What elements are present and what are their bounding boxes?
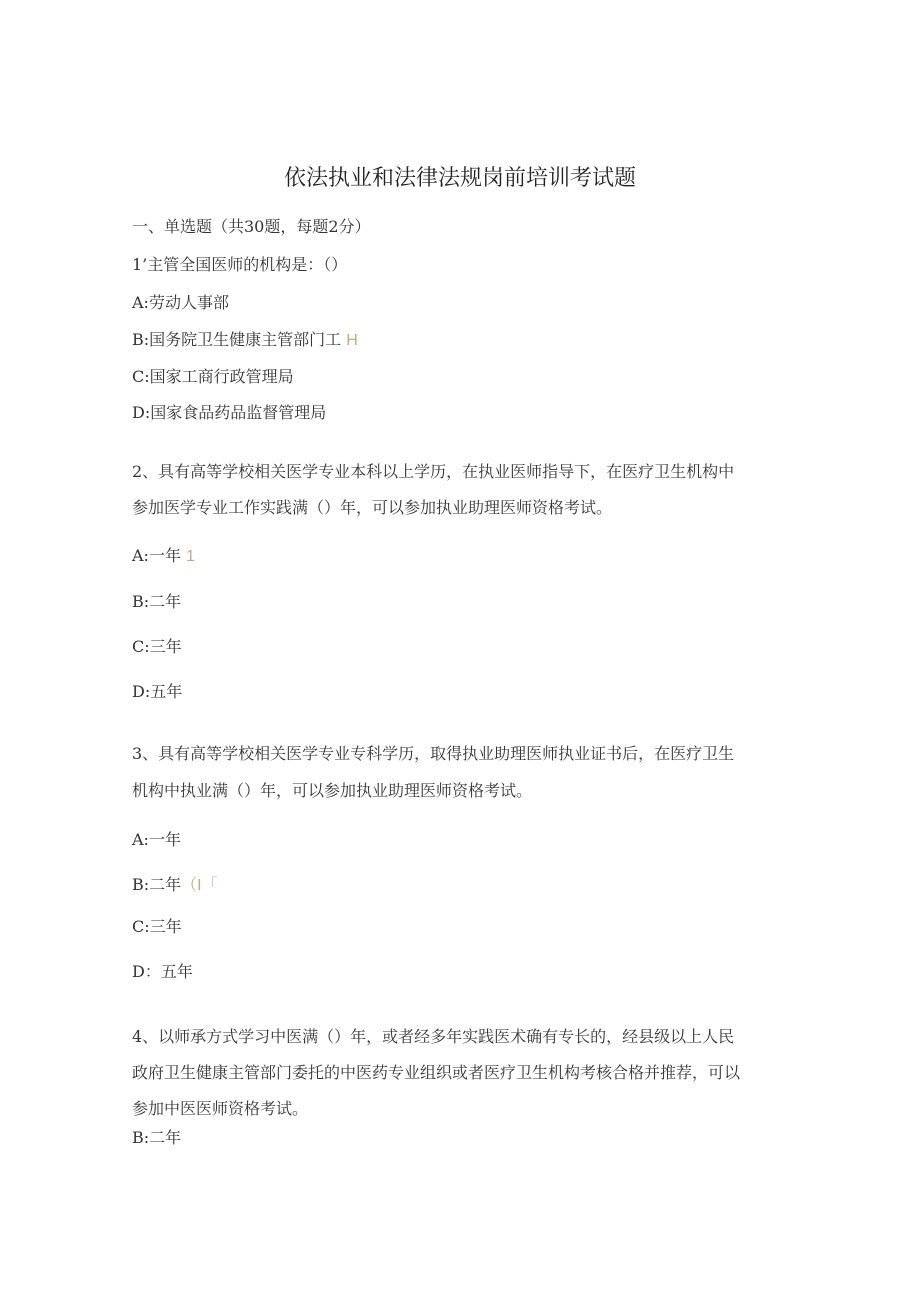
question-2-option-a bbox=[132, 545, 195, 568]
question-4-stem-line-2: 政府卫生健康主管部门委托的中医药专业组织或者医疗卫生机构考核合格并推荐，可以 bbox=[132, 1063, 741, 1082]
question-1-option-a: A:劳动人事部 bbox=[132, 293, 229, 312]
question-3-option-a: A:一年 bbox=[132, 830, 181, 849]
question-4-stem-line-3: 参加中医医师资格考试。 bbox=[132, 1099, 309, 1118]
page-title: 依法执业和法律法规岗前培训考试题 bbox=[283, 166, 636, 191]
question-1-option-b bbox=[132, 329, 358, 352]
question-3-stem-line-2: 机构中执业满（）年，可以参加执业助理医师资格考试。 bbox=[132, 781, 533, 800]
question-3-option-c: C:三年 bbox=[132, 917, 182, 936]
option-text: B:二年 bbox=[132, 875, 182, 894]
question-2-stem-line-1: 2、具有高等学校相关医学专业本科以上学历，在执业医师指导下，在医疗卫生机构中 bbox=[132, 462, 735, 481]
handwritten-mark: 1 bbox=[186, 548, 195, 565]
question-1-option-c: C:国家工商行政管理局 bbox=[132, 367, 294, 386]
option-text: B:国务院卫生健康主管部门工 bbox=[132, 330, 342, 349]
handwritten-mark: H bbox=[346, 332, 358, 349]
question-2-option-d: D:五年 bbox=[132, 682, 183, 701]
question-4-option-b: B:二年 bbox=[132, 1128, 182, 1147]
question-2-stem-line-2: 参加医学专业工作实践满（）年，可以参加执业助理医师资格考试。 bbox=[132, 498, 613, 517]
question-3-option-d: D：五年 bbox=[132, 962, 193, 981]
question-1-option-d: D:国家食品药品监督管理局 bbox=[132, 403, 327, 422]
question-3-option-b bbox=[132, 874, 218, 897]
question-3-stem-line-1: 3、具有高等学校相关医学专业专科学历，取得执业助理医师执业证书后，在医疗卫生 bbox=[132, 744, 735, 763]
option-text: A:一年 bbox=[132, 546, 181, 565]
section-heading: 一、单选题（共30题，每题2分） bbox=[132, 217, 371, 236]
question-1-stem: 1’主管全国医师的机构是：（） bbox=[132, 255, 348, 274]
handwritten-mark: （I「 bbox=[181, 877, 218, 894]
question-2-option-c: C:三年 bbox=[132, 637, 182, 656]
question-2-option-b: B:二年 bbox=[132, 592, 182, 611]
question-4-stem-line-1: 4、以师承方式学习中医满（）年，或者经多年实践医术确有专长的，经县级以上人民 bbox=[132, 1027, 735, 1046]
